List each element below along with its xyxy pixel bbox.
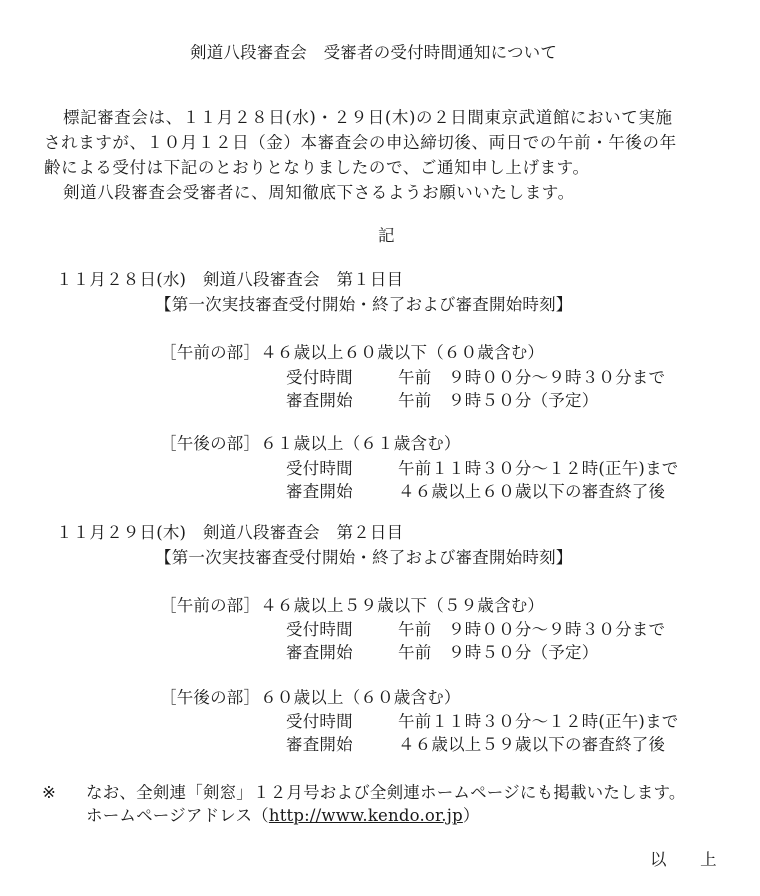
day2-am-reception-value: 午前 ９時００分～９時３０分まで	[398, 620, 666, 639]
day2-pm-start-value: ４６歳以上５９歳以下の審査終了後	[398, 735, 666, 754]
note-line-2	[86, 808, 480, 825]
day1-pm-start-value: ４６歳以上６０歳以下の審査終了後	[398, 482, 666, 501]
day2-am-label: ［午前の部］４６歳以上５９歳以下（５９歳含む）	[160, 596, 545, 615]
homepage-link[interactable]: http://www.kendo.or.jp	[268, 806, 463, 825]
day1-am-start-value: 午前 ９時５０分（予定）	[398, 391, 599, 410]
day2-header: １１月２９日(木) 剣道八段審査会 第２日目	[56, 523, 404, 542]
day2-am-reception-label: 受付時間	[286, 620, 353, 639]
day1-am-reception-value: 午前 ９時００分～９時３０分まで	[398, 368, 666, 387]
day2-pm-reception-label: 受付時間	[286, 712, 353, 731]
day2-am-start-value: 午前 ９時５０分（予定）	[398, 643, 599, 662]
note-homepage-prefix: ホームページアドレス（	[86, 806, 269, 825]
intro-line-4: 剣道八段審査会受審者に、周知徹底下さるようお願いいたします。	[63, 183, 575, 202]
ki-heading: 記	[378, 226, 395, 245]
page-title: 剣道八段審査会 受審者の受付時間通知について	[190, 43, 558, 62]
day1-pm-label: ［午後の部］６１歳以上（６１歳含む）	[160, 434, 461, 453]
note-homepage-suffix: ）	[462, 806, 480, 825]
closing-mark: 以 上	[650, 850, 717, 869]
day2-pm-label: ［午後の部］６０歳以上（６０歳含む）	[160, 688, 461, 707]
note-line-1: なお、全剣連「剣窓」１２月号および全剣連ホームページにも掲載いたします。	[86, 783, 686, 802]
day1-pm-reception-label: 受付時間	[286, 459, 353, 478]
day1-header: １１月２８日(水) 剣道八段審査会 第１日目	[56, 270, 404, 289]
day1-am-reception-label: 受付時間	[286, 368, 353, 387]
day1-pm-start-label: 審査開始	[286, 482, 353, 501]
day1-am-start-label: 審査開始	[286, 391, 353, 410]
day2-pm-reception-value: 午前１１時３０分～１２時(正午)まで	[398, 712, 679, 731]
day1-subheader: 【第一次実技審査受付開始・終了および審査開始時刻】	[155, 295, 573, 314]
day2-am-start-label: 審査開始	[286, 643, 353, 662]
intro-line-1: 標記審査会は、１１月２８日(水)・２９日(木)の２日間東京武道館において実施	[63, 108, 673, 127]
day1-pm-reception-value: 午前１１時３０分～１２時(正午)まで	[398, 459, 679, 478]
intro-line-2: されますが、１０月１２日（金）本審査会の申込締切後、両日での午前・午後の年	[44, 133, 677, 152]
note-mark: ※	[42, 783, 57, 802]
intro-line-3: 齢による受付は下記のとおりとなりましたので、ご通知申し上げます。	[44, 158, 590, 177]
day1-am-label: ［午前の部］４６歳以上６０歳以下（６０歳含む）	[160, 343, 545, 362]
day2-subheader: 【第一次実技審査受付開始・終了および審査開始時刻】	[155, 548, 573, 567]
day2-pm-start-label: 審査開始	[286, 735, 353, 754]
